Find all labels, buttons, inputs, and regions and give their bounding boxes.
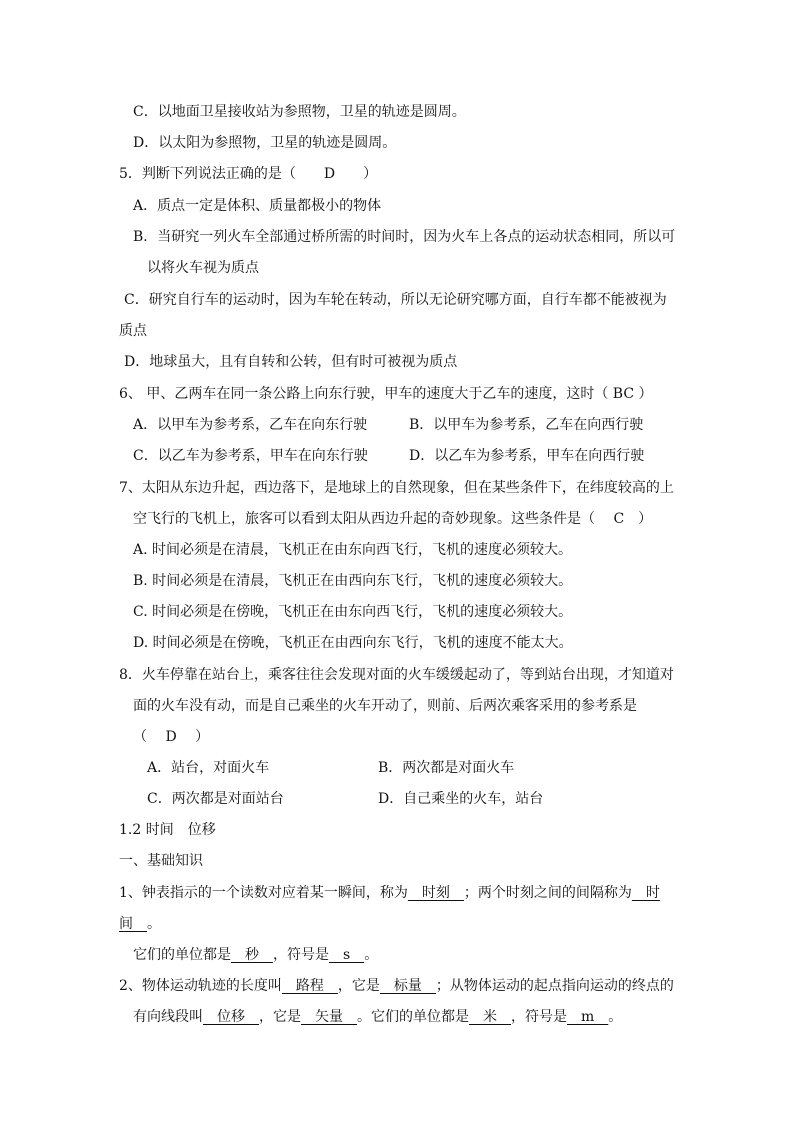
answer-vector: 矢量 (301, 1009, 357, 1025)
q5-option-b-line2: 以将火车视为质点 (147, 260, 259, 276)
q6-option-b: B．以甲车为参考系，乙车在向西行驶 (409, 417, 644, 433)
q7-option-a: A. 时间必须是在清晨，飞机正在由东向西飞行，飞机的速度必须较大。 (133, 542, 573, 558)
q8-stem-line3: （ D ） (133, 729, 210, 745)
answer-m-symbol: m (567, 1009, 609, 1025)
q5-option-c-line1: C．研究自行车的运动时，因为车轮在转动，所以无论研究哪方面，自行车都不能被视为 (124, 292, 667, 308)
q8-option-c: C．两次都是对面站台 (147, 791, 284, 807)
answer-path: 路程 (281, 978, 338, 994)
q7-stem-line2: 空飞行的飞机上，旅客可以看到太阳从西边升起的奇妙现象。这些条件是（ C ） (133, 511, 653, 527)
q7-option-c: C. 时间必须是在傍晚，飞机正在由东向西飞行，飞机的速度必须较大。 (133, 604, 573, 620)
q5-option-b-line1: B．当研究一列火车全部通过桥所需的时间时，因为火车上各点的运动状态相同，所以可 (133, 229, 676, 245)
answer-displacement: 位移 (203, 1009, 259, 1025)
basic-item-1-line3 (133, 945, 378, 965)
answer-s-symbol: s (329, 947, 365, 963)
answer-meter: 米 (469, 1009, 511, 1025)
q6-stem: 6、 甲、乙两车在同一条公路上向东行驶，甲车的速度大于乙车的速度，这时（ BC ） (119, 386, 653, 402)
q8-stem-line1: 8．火车停靠在站台上，乘客往往会发现对面的火车缓缓起动了，等到站台出现，才知道对 (119, 667, 674, 683)
basic-item-2-line1 (119, 976, 674, 996)
item-2-text-d: 有向线段叫 (133, 1009, 203, 1025)
q6-option-a: A．以甲车为参考系，乙车在向东行驶 (133, 417, 368, 433)
q5-option-a: A．质点一定是体积、质量都极小的物体 (133, 198, 382, 214)
q4-option-c: C．以地面卫星接收站为参照物，卫星的轨迹是圆周。 (133, 104, 466, 120)
item-1-text-f: 。 (364, 947, 379, 963)
section-title: 1.2 时间 位移 (119, 822, 216, 838)
q6-option-d: D．以乙车为参考系，甲车在向西行驶 (409, 448, 645, 464)
q7-option-d: D. 时间必须是在傍晚，飞机正在由西向东飞行，飞机的速度不能太大。 (133, 635, 573, 651)
answer-moment: 时刻 (407, 885, 464, 901)
item-2-text-c: ；从物体运动的起点指向运动的终点的 (435, 978, 674, 994)
q8-stem-line2: 面的火车没有动，而是自己乘坐的火车开动了，则前、后两次乘客采用的参考系是 (133, 698, 637, 714)
item-2-text-f: 。它们的单位都是 (357, 1009, 469, 1025)
item-1-text-a: 1、钟表指示的一个读数对应着某一瞬间，称为 (119, 885, 408, 901)
q7-stem-line1: 7、太阳从东边升起，西边落下，是地球上的自然现象，但在某些条件下，在纬度较高的上 (119, 480, 674, 496)
q6-option-c: C．以乙车为参考系，甲车在向东行驶 (133, 448, 368, 464)
item-2-text-e: ，它是 (259, 1009, 301, 1025)
q5-option-d: D．地球虽大，且有自转和公转，但有时可被视为质点 (124, 354, 458, 370)
q7-option-b: B. 时间必须是在清晨，飞机正在由西向东飞行，飞机的速度必须较大。 (133, 573, 573, 589)
item-1-text-c: 。 (147, 916, 161, 932)
basic-item-1-line2 (119, 914, 161, 934)
item-2-text-b: ，它是 (337, 978, 380, 994)
answer-time-interval-part2: 间 (119, 916, 147, 932)
answer-scalar: 标量 (379, 978, 436, 994)
q4-option-d: D．以太阳为参照物，卫星的轨迹是圆周。 (133, 135, 397, 151)
item-2-text-h: 。 (608, 1009, 623, 1025)
item-1-text-d: 它们的单位都是 (133, 947, 231, 963)
q8-option-d: D．自己乘坐的火车，站台 (378, 791, 544, 807)
q5-stem: 5．判断下列说法正确的是（ D ） (119, 166, 378, 182)
basic-item-2-line2 (133, 1007, 622, 1027)
item-2-text-g: ，符号是 (511, 1009, 567, 1025)
q8-option-b: B．两次都是对面火车 (378, 760, 515, 776)
q5-option-c-line2: 质点 (119, 323, 147, 339)
item-1-text-b: ；两个时刻之间的间隔称为 (463, 885, 632, 901)
item-2-text-a: 2、物体运动轨迹的长度叫 (119, 978, 282, 994)
basic-item-1-line1 (119, 883, 660, 903)
q8-option-a: A．站台，对面火车 (147, 760, 270, 776)
section-subtitle: 一、基础知识 (119, 853, 203, 869)
item-1-text-e: ，符号是 (273, 947, 329, 963)
answer-time-interval-part1: 时 (631, 885, 660, 901)
answer-second: 秒 (231, 947, 273, 963)
